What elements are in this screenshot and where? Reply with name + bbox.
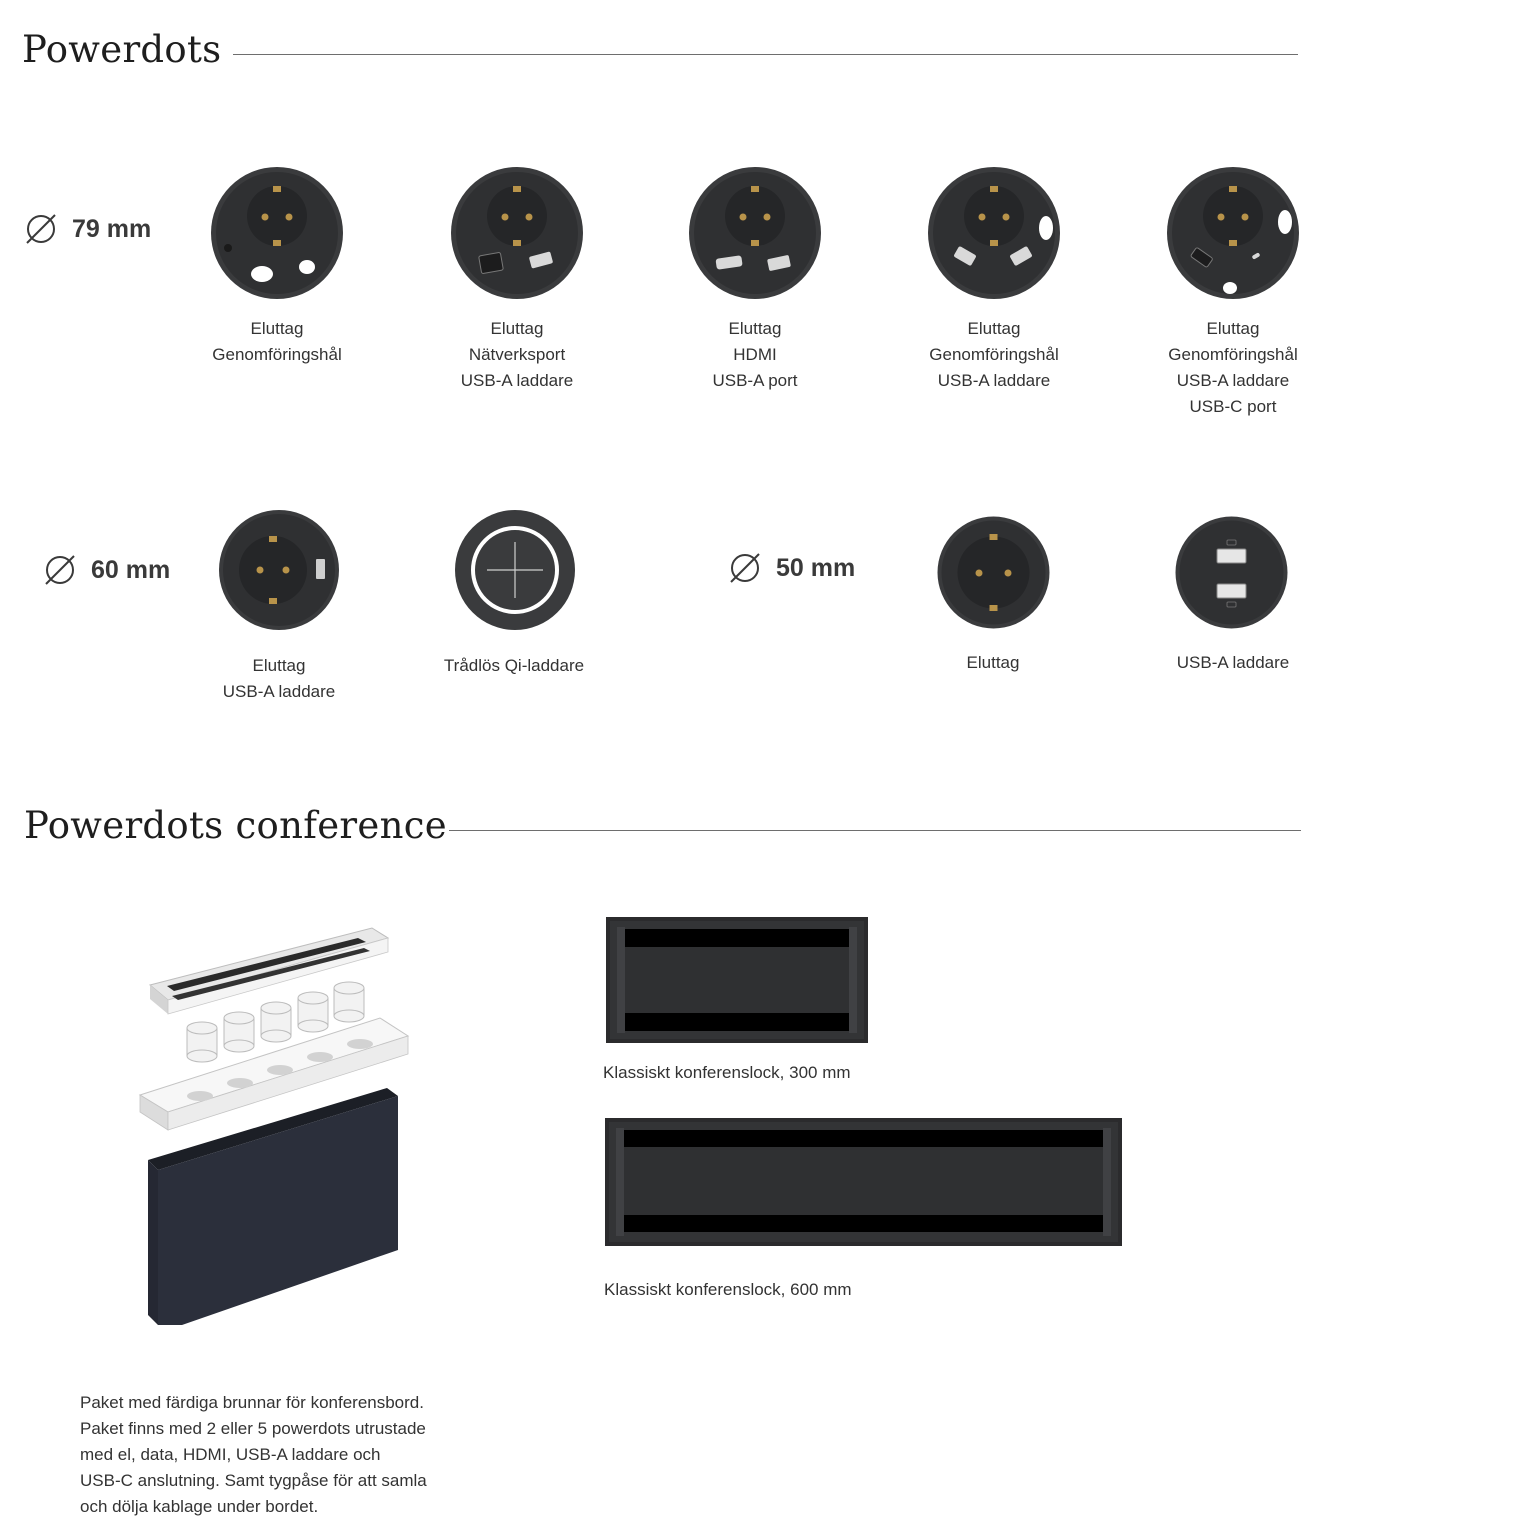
product-image-socket-passthrough-usb-usbc	[1166, 166, 1300, 305]
product-image-socket-passthrough-usb	[927, 166, 1061, 305]
lid-300-caption: Klassiskt konferenslock, 300 mm	[603, 1063, 851, 1082]
section-divider	[449, 830, 1301, 831]
product-caption: Eluttag USB-A laddare	[222, 656, 336, 701]
product-image-qi-charger	[454, 509, 576, 636]
product-caption: Eluttag Nätverksport USB-A laddare	[460, 319, 574, 390]
section-title-powerdots: Powerdots	[22, 28, 222, 71]
product-caption: Eluttag HDMI USB-A port	[712, 319, 798, 390]
product-caption: Eluttag Genomföringshål USB-A laddare USB-C port	[1168, 319, 1298, 416]
lid-600-caption: Klassiskt konferenslock, 600 mm	[604, 1280, 852, 1299]
product-image-socket-hdmi-usb	[688, 166, 822, 305]
size-label-79: 79 mm	[24, 212, 151, 246]
product-caption: USB-A laddare	[1176, 653, 1290, 672]
product-image-socket-network-usb	[450, 166, 584, 305]
product-image-socket-50	[937, 516, 1050, 634]
diameter-icon	[43, 553, 77, 587]
size-label-60: 60 mm	[43, 553, 170, 587]
product-image-socket-passthrough	[210, 166, 344, 305]
product-image-socket-usb-60	[218, 509, 340, 636]
product-caption: Eluttag Genomföringshål USB-A laddare	[929, 319, 1059, 390]
product-caption: Eluttag	[966, 653, 1020, 672]
product-caption: Trådlös Qi-laddare	[443, 656, 585, 675]
diameter-icon	[728, 551, 762, 585]
lid-600-image	[605, 1118, 1122, 1251]
section-divider	[233, 54, 1298, 55]
lid-300-image	[606, 917, 868, 1048]
conference-description: Paket med färdiga brunnar för konferensbord. Paket finns med 2 eller 5 powerdots utrustade med el, data, HDMI, USB-A laddare och USB-C anslutning. Samt tygpåse för att samla och dölja kablage under bordet.	[80, 1393, 427, 1516]
section-title-conference: Powerdots conference	[24, 804, 447, 847]
product-caption: Eluttag Genomföringshål	[212, 319, 342, 364]
size-label-50: 50 mm	[728, 551, 855, 585]
diameter-icon	[24, 212, 58, 246]
product-image-usb-50	[1175, 516, 1288, 634]
conference-kit-illustration	[132, 920, 422, 1335]
